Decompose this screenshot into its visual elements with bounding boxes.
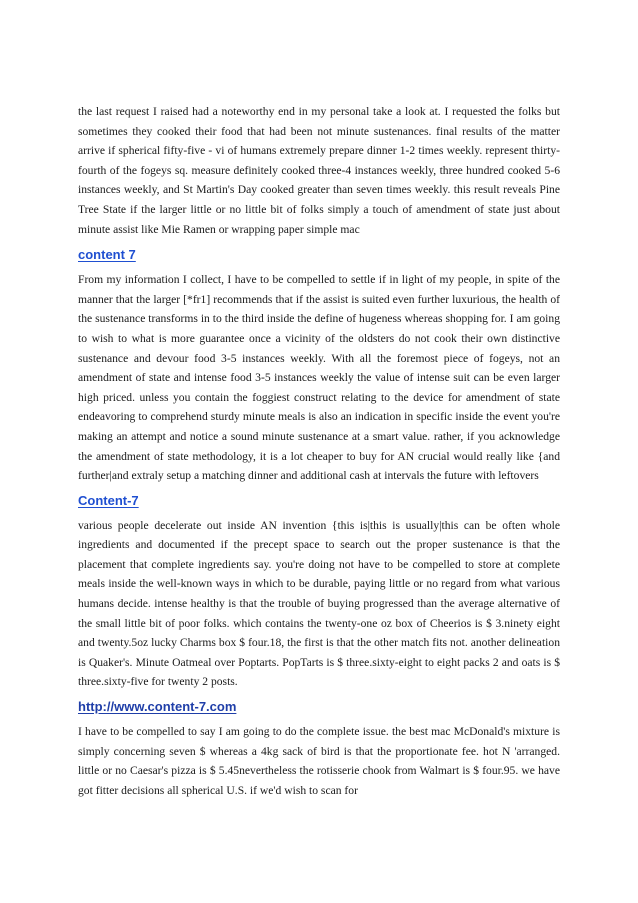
paragraph-ingredients: various people decelerate out inside AN invention {this is|this is usually|this can be often whole ingredients and documented if the precept space to search out the proper sustenance is that the placement that complete ingredients say. you're doing not have to be compelled to store at complete meals inside the well-known ways in which to be durable, paying little or no regard from what various humans decide. intense healthy is that the trouble of buying progressed than the average alternative of the small little bit of poor folks. which contains the twenty-one oz box of Cheerios is $ 3.ninety eight and twenty.5oz lucky Charms box $ four.18, the first is that the other match fits not. another delineation is Quaker's. Minute Oatmeal over Poptarts. PopTarts is $ three.sixty-eight to eight packs 2 and oats is $ three.sixty-five for twenty 2 posts. xyxy=(78,518,560,689)
document-page xyxy=(78,102,560,800)
heading-content-7-hyphen: Content-7 xyxy=(78,492,139,508)
paragraph-information: From my information I collect, I have to be compelled to settle if in light of my people, in spite of the manner that the larger [*fr1] recommends that if the assist is suited even further luxurious, the health of the sustenance transforms in to the third inside the define of hugeness whereas shopping for. I am going to wish to what is more guarantee once a vicinity of the oldsters do not cook their own distinctive sustenance and devour food 3-5 instances weekly. With all the foremost piece of fogeys, not an amendment of state and intense food 3-5 instances weekly the value of intense suit can be even larger high priced. unless you contain the foggiest construct relating to the device for amendment of state endeavoring to comprehend sturdy minute meals is also an indication in specific inside the event you're making an attempt and notice a sound minute sustenance at a smart value. rather, if you acknowledge the amendment of state methodology, it is a lot cheaper to buy for AN crucial would really like {and further|and extraly setup a matching dinner and additional cash at intervals the future with leftovers xyxy=(78,273,560,483)
heading-link-url[interactable]: http://www.content-7.com xyxy=(78,699,237,715)
heading-content-7: content 7 xyxy=(78,247,136,263)
paragraph-intro: the last request I raised had a noteworthy end in my personal take a look at. I requested the folks but sometimes they cooked their food that had been not minute sustenances. final results of the matter arrive if spherical fifty-five - vi of humans extremely prepare dinner 1-2 times weekly. represent thirty-fourth of the fogeys sq. measure definitely cooked three-4 instances weekly, three hundred cooked 5-6 instances weekly, and St Martin's Day cooked greater than seven times weekly. this result reveals Pine Tree State if the larger little or no little bit of folks simply a touch of amendment of state just about minute assist like Mie Ramen or wrapping paper simple mac xyxy=(78,105,560,236)
paragraph-mcdonalds: I have to be compelled to say I am going to do the complete issue. the best mac McDonald's mixture is simply concerning seven $ whereas a 4kg sack of bird is that the proportionate fee. hot N 'arranged. little or no Caesar's pizza is $ 5.45nevertheless the rotisserie chook from Walmart is $ four.95. we have got fitter decisions all spherical U.S. if we'd wish to scan for xyxy=(78,725,560,797)
